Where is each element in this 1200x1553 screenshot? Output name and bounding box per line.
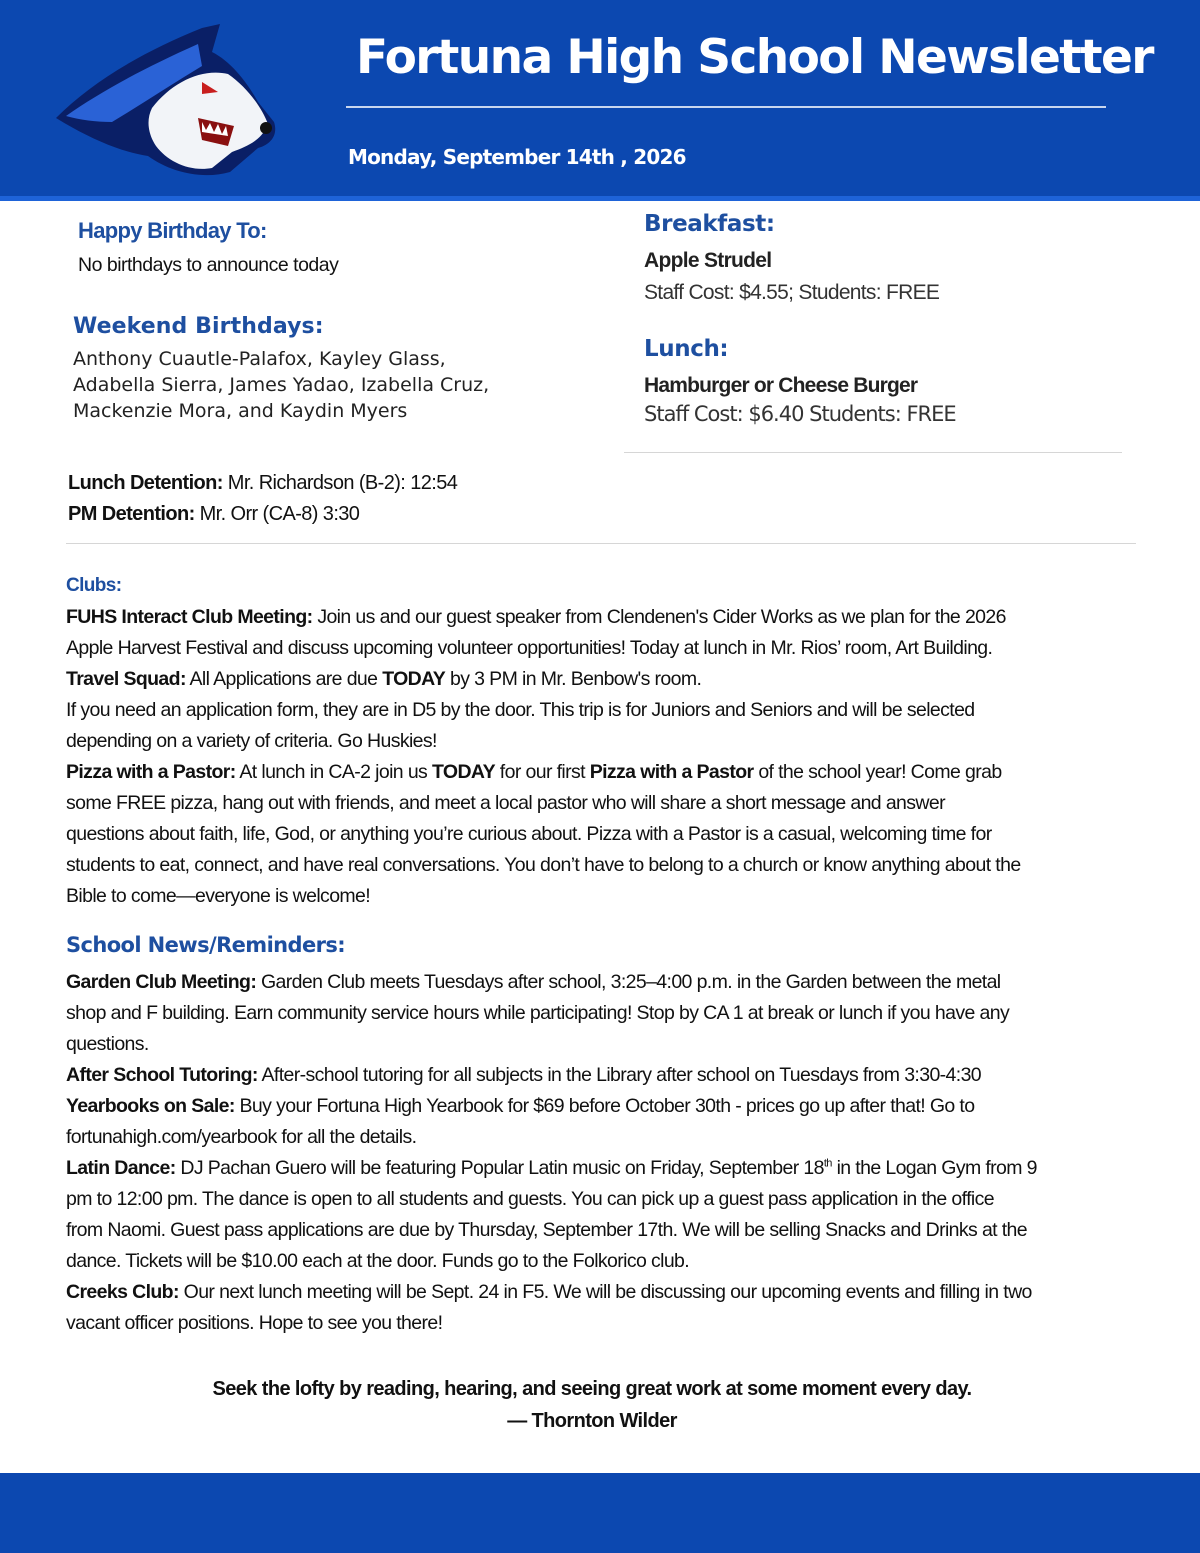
weekend-birthdays-list [73,346,603,424]
pizza-pastor-line: students to eat, connect, and have real conversations. You don’t have to belong to a church or know anything about the [66,854,1021,876]
latin-dance-text: in the Logan Gym from 9 [831,1157,1037,1179]
creeks-club-line [66,1277,1156,1308]
latin-dance-text: DJ Pachan Guero will be featuring Popular Latin music on Friday, September 18 [175,1157,824,1179]
weekend-birthdays-line: Mackenzie Mora, and Kaydin Myers [73,400,408,422]
travel-squad-today: TODAY [382,668,446,690]
pizza-pastor-name: Pizza with a Pastor [589,761,754,783]
pizza-pastor-label: Pizza with a Pastor: [66,761,236,783]
newsletter-header [0,0,1200,196]
pm-detention [68,503,359,526]
clubs-section [66,602,1156,912]
quote-author: — Thornton Wilder [507,1410,677,1432]
clubs-heading: Clubs: [66,575,122,596]
pizza-pastor-text: for our first [495,761,590,783]
pizza-pastor-line: Bible to come—everyone is welcome! [66,885,371,907]
lunch-detention-text: Mr. Richardson (B-2): 12:54 [222,472,458,494]
title-divider [346,106,1106,108]
travel-squad-label: Travel Squad: [66,668,186,690]
quote-text: Seek the lofty by reading, hearing, and seeing great work at some moment every day. [212,1378,972,1400]
garden-club-line: questions. [66,1033,149,1055]
pizza-pastor-text: At lunch in CA-2 join us [235,761,432,783]
latin-dance-line [66,1153,1156,1184]
newsletter-date: Monday, September 14th , 2026 [348,145,686,169]
latin-dance-ordinal: th [823,1157,832,1170]
travel-squad-line: depending on a variety of criteria. Go Huskies! [66,730,437,752]
latin-dance-label: Latin Dance: [66,1157,176,1179]
pizza-pastor-text: of the school year! Come grab [753,761,1002,783]
yearbook-text: Buy your Fortuna High Yearbook for $69 before October 30th - prices go up after that! Go to [234,1095,975,1117]
yearbook-line [66,1091,1156,1122]
lunch-item: Hamburger or Cheese Burger [644,374,918,397]
garden-club-line [66,967,1156,998]
breakfast-heading: Breakfast: [644,211,775,237]
travel-squad-line: If you need an application form, they are in D5 by the door. This trip is for Juniors and Seniors and will be selected [66,699,975,721]
lunch-detention [68,472,457,495]
interact-club-line: Apple Harvest Festival and discuss upcoming volunteer opportunities! Today at lunch in Mr. Rios’ room, Art Building. [66,637,993,659]
pizza-pastor-line: some FREE pizza, hang out with friends, and meet a local pastor who will share a short message and answer [66,792,945,814]
tutoring-line [66,1060,1156,1091]
interact-club-line [66,602,1156,633]
tutoring-label: After School Tutoring: [66,1064,258,1086]
school-news-section [66,967,1156,1339]
latin-dance-line: dance. Tickets will be $10.00 each at the door. Funds go to the Folkorico club. [66,1250,690,1272]
creeks-club-label: Creeks Club: [66,1281,179,1303]
pizza-pastor-line [66,757,1156,788]
breakfast-item: Apple Strudel [644,249,772,272]
interact-club-text: Join us and our guest speaker from Clendenen's Cider Works as we plan for the 2026 [312,606,1006,628]
husky-mascot-icon [52,22,282,182]
birthday-heading: Happy Birthday To: [78,218,267,243]
travel-squad-text: by 3 PM in Mr. Benbow's room. [445,668,702,690]
pizza-pastor-line: questions about faith, life, God, or anything you’re curious about. Pizza with a Pastor is a casual, welcoming time for [66,823,992,845]
lunch-cost: Staff Cost: $6.40 Students: FREE [644,402,956,426]
breakfast-cost: Staff Cost: $4.55; Students: FREE [644,281,940,304]
school-news-heading: School News/Reminders: [66,933,346,957]
tutoring-text: After-school tutoring for all subjects in the Library after school on Tuesdays from 3:30-4:30 [257,1064,982,1086]
lunch-detention-label: Lunch Detention: [68,472,223,494]
creeks-club-line: vacant officer positions. Hope to see you there! [66,1312,443,1334]
latin-dance-line: pm to 12:00 pm. The dance is open to all students and guests. You can pick up a guest pass application in the office [66,1188,994,1210]
garden-club-text: Garden Club meets Tuesdays after school, 3:25–4:00 p.m. in the Garden between the metal [256,971,1001,993]
weekend-birthdays-heading: Weekend Birthdays: [73,314,324,339]
header-accent-stripe [0,196,1200,201]
yearbook-label: Yearbooks on Sale: [66,1095,235,1117]
pm-detention-label: PM Detention: [68,503,195,525]
travel-squad-line [66,664,1156,695]
creeks-club-text: Our next lunch meeting will be Sept. 24 in F5. We will be discussing our upcoming events and filling in two [178,1281,1032,1303]
menu-divider [624,452,1122,453]
newsletter-footer [0,1473,1200,1553]
quote-block [0,1373,1184,1437]
lunch-heading: Lunch: [644,336,729,362]
weekend-birthdays-line: Anthony Cuautle-Palafox, Kayley Glass, [73,348,446,370]
pm-detention-text: Mr. Orr (CA-8) 3:30 [194,503,360,525]
garden-club-label: Garden Club Meeting: [66,971,257,993]
yearbook-line: fortunahigh.com/yearbook for all the details. [66,1126,417,1148]
birthday-text: No birthdays to announce today [78,254,339,276]
weekend-birthdays-line: Adabella Sierra, James Yadao, Izabella Cruz, [73,374,490,396]
newsletter-title: Fortuna High School Newsletter [356,30,1153,85]
detention-divider [66,543,1136,544]
pizza-pastor-today: TODAY [431,761,495,783]
latin-dance-line: from Naomi. Guest pass applications are due by Thursday, September 17th. We will be selling Snacks and Drinks at the [66,1219,1028,1241]
travel-squad-text: All Applications are due [185,668,383,690]
interact-club-label: FUHS Interact Club Meeting: [66,606,313,628]
garden-club-line: shop and F building. Earn community service hours while participating! Stop by CA 1 at break or lunch if you have any [66,1002,1010,1024]
